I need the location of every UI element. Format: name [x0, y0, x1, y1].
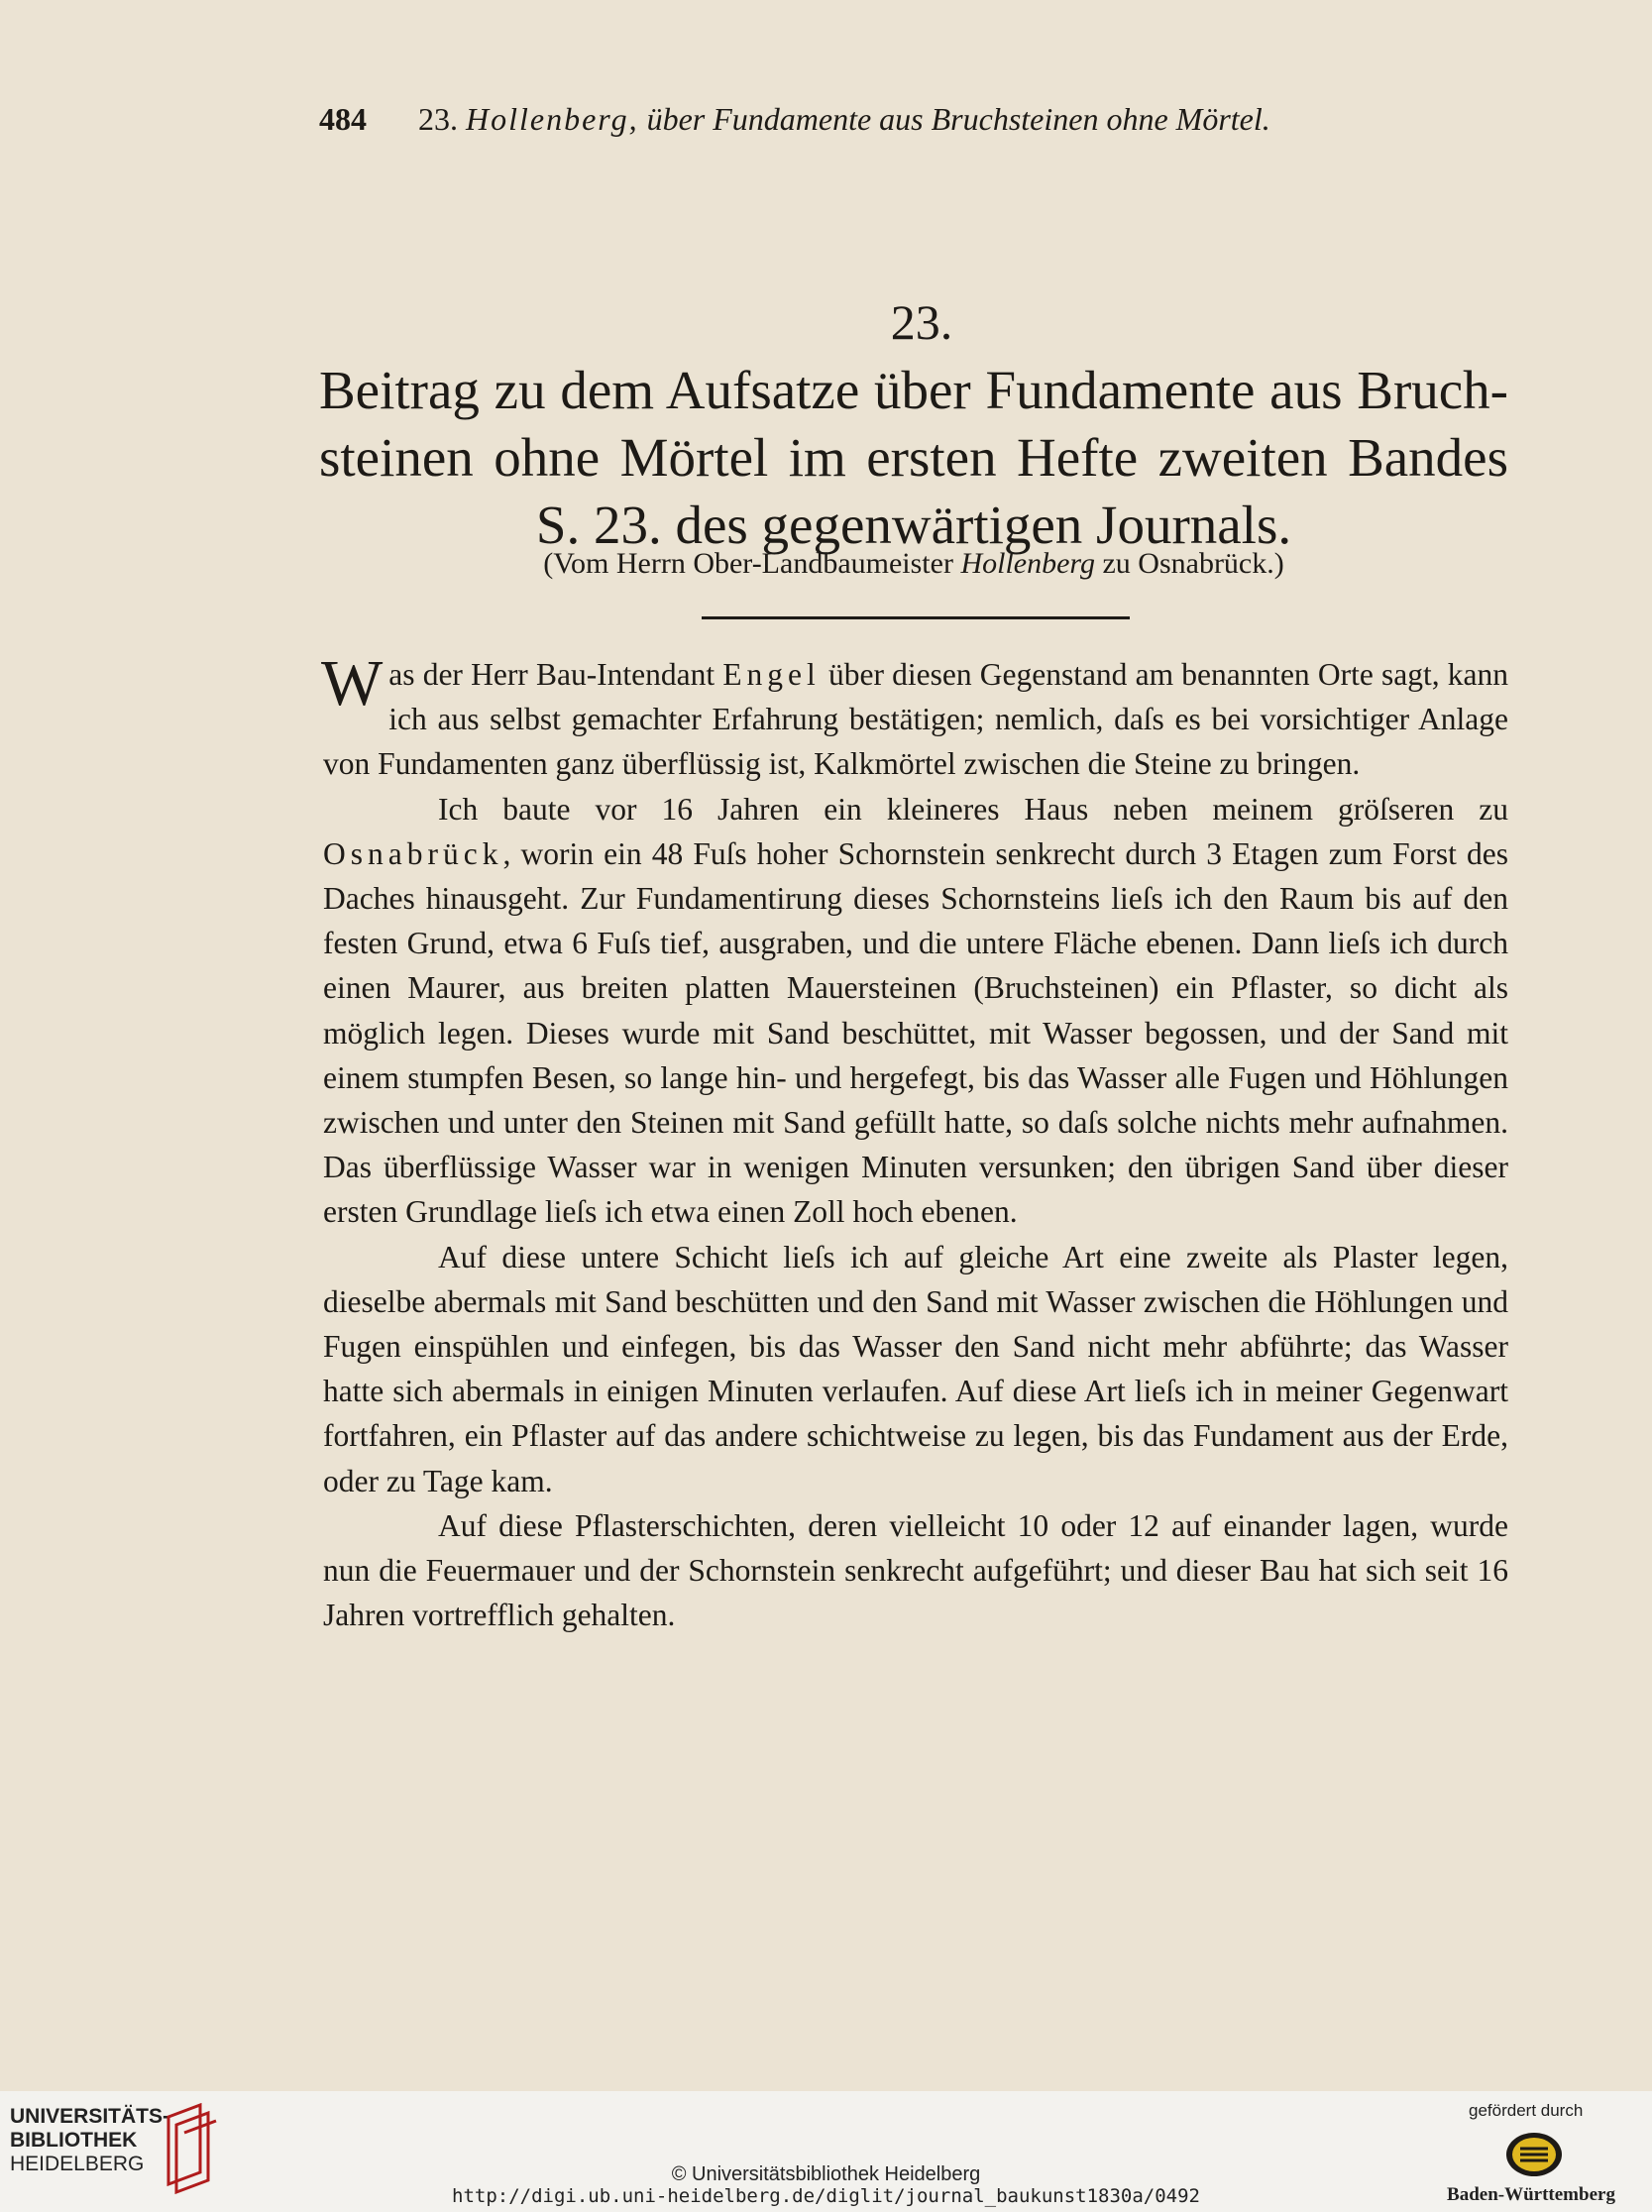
running-head-article-number: 23.	[418, 101, 458, 137]
paragraph-1: Was der Herr Bau-Intendant Engel über diesen Gegenstand am benannten Orte sagt, kann ich aus selbst gemachter Erfahrung bestätigen; nemlich, daſs es bei vorsichtiger Anlage von Fundamenten ganz überflüssig ist, Kalkmörtel zwischen die Steine zu bringen.	[321, 647, 1508, 782]
article-title-line-1: Beitrag zu dem Aufsatze über Fundamente aus Bruch-	[319, 360, 1508, 420]
article-body	[321, 647, 1508, 1637]
article-title	[319, 357, 1508, 559]
article-byline	[319, 547, 1508, 581]
article-title-line-2: steinen ohne Mörtel im ersten Hefte zweiten Bandes	[319, 427, 1508, 488]
running-head	[319, 101, 1409, 138]
library-name: UNIVERSITÄTS- BIBLIOTHEK HEIDELBERG	[10, 2105, 170, 2175]
page-number: 484	[319, 101, 367, 137]
spaced-place-osnabrueck: Osnabrück	[323, 835, 503, 871]
running-head-title: über Fundamente aus Bruchsteinen ohne Mörtel.	[646, 101, 1270, 137]
state-coat-of-arms-icon[interactable]	[1504, 2131, 1564, 2178]
byline-prefix: (Vom Herrn Ober-Landbaumeister	[543, 547, 961, 580]
permalink-url[interactable]: http://digi.ub.uni-heidelberg.de/diglit/journal_baukunst1830a/0492	[452, 2185, 1200, 2207]
byline-suffix: zu Osnabrück.)	[1094, 547, 1284, 580]
paragraph-4: Auf diese Pflasterschichten, deren vielleicht 10 oder 12 auf einander lagen, wurde nun die Feuermauer und der Schornstein senkrecht aufgeführt; und dieser Bau hat sich seit 16 Jahren vortrefflich gehalten.	[323, 1507, 1508, 1633]
paragraph-3: Auf diese untere Schicht lieſs ich auf gleiche Art eine zweite als Plaster legen, dieselbe abermals mit Sand beschütten und den Sand mit Wasser zwischen die Höhlungen und Fugen einspühlen und einfegen, bis das Wasser den Sand nicht mehr abführte; das Wasser hatte sich abermals in einigen Minuten verlaufen. Auf diese Art lieſs ich in meiner Gegenwart fortfahren, ein Pflaster auf das andere schichtweise zu legen, bis das Fundament aus der Erde, oder zu Tage kam.	[323, 1239, 1508, 1498]
running-head-author: Hollenberg,	[466, 101, 639, 137]
article-title-line-3: S. 23. des gegenwärtigen Journals.	[535, 495, 1292, 555]
spaced-name-engel: Engel	[722, 657, 821, 692]
byline-author-name: Hollenberg	[960, 547, 1095, 580]
article-number: 23.	[890, 294, 953, 350]
drop-cap: W	[321, 647, 384, 719]
title-divider	[702, 616, 1130, 619]
copyright-notice: © Universitätsbibliothek Heidelberg	[671, 2163, 981, 2185]
paragraph-2: Ich baute vor 16 Jahren ein kleineres Haus neben meinem gröſseren zu Osnabrück, worin ein 48 Fuſs hoher Schornstein senkrecht durch 3 Etagen zum Forst des Daches hinausgeht. Zur Fundamentirung dieses Schornsteins lieſs ich den Raum bis auf den festen Grund, etwa 6 Fuſs tief, ausgraben, und die untere Fläche ebenen. Dann lieſs ich durch einen Maurer, aus breiten platten Mauersteinen (Bruchsteinen) ein Pflaster, so dicht als möglich legen. Dieses wurde mit Sand beschüttet, mit Wasser begossen, und der Sand mit einem stumpfen Besen, so lange hin- und hergefegt, bis das Wasser alle Fugen und Höhlungen zwischen und unter den Steinen mit Sand gefüllt hatte, so daſs solche nichts mehr aufnahmen. Das überflüssige Wasser war in wenigen Minuten versunken; den übrigen Sand über dieser ersten Grundlage lieſs ich etwa einen Zoll hoch ebenen.	[323, 791, 1508, 1230]
state-name: Baden-Württemberg	[1447, 2184, 1615, 2205]
funding-label: gefördert durch	[1469, 2101, 1584, 2120]
